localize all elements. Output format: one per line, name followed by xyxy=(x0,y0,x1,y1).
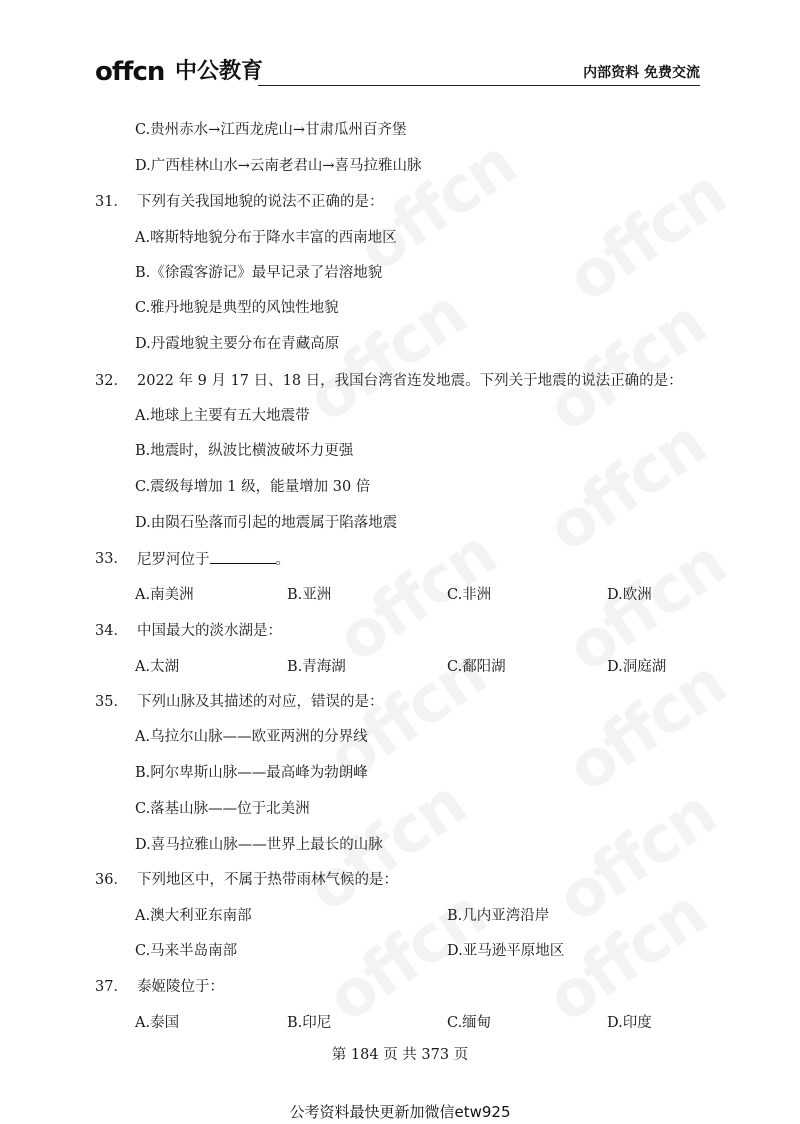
option-b: B.亚洲 xyxy=(287,587,332,603)
option-d: D.喜马拉雅山脉——世界上最长的山脉 xyxy=(135,837,383,853)
stem-text: 尼罗河位于 xyxy=(137,552,210,568)
question-number: 32． xyxy=(95,373,128,389)
watermark xyxy=(554,157,738,317)
option-d: D.亚马逊平原地区 xyxy=(447,943,565,959)
question-number: 31． xyxy=(95,194,128,210)
option-d: D.广西桂林山水→云南老君山→喜马拉雅山脉 xyxy=(135,158,422,174)
option-a: A.澳大利亚东南部 xyxy=(135,908,252,924)
option-c: C.落基山脉——位于北美洲 xyxy=(135,801,310,817)
option-c: C.雅丹地貌是典型的风蚀性地貌 xyxy=(135,300,339,316)
option-b: B.印尼 xyxy=(287,1015,332,1031)
option-b: B.《徐霞客游记》最早记录了岩溶地貌 xyxy=(135,265,383,281)
question-stem: 下列有关我国地貌的说法不正确的是： xyxy=(137,194,384,210)
option-b: B.阿尔卑斯山脉——最高峰为勃朗峰 xyxy=(135,765,368,781)
watermark xyxy=(544,777,728,937)
question-stem: 2022 年 9 月 17 日、18 日，我国台湾省连发地震。下列关于地震的说法正确的是： xyxy=(137,373,683,389)
option-b: B.几内亚湾沿岸 xyxy=(447,908,550,924)
option-c: C.非洲 xyxy=(447,587,492,603)
option-a: A.泰国 xyxy=(135,1015,180,1031)
page-header xyxy=(95,58,700,86)
question-stem xyxy=(137,549,290,570)
option-b: B.地震时，纵波比横波破坏力更强 xyxy=(135,443,354,459)
question-number: 37． xyxy=(95,979,128,995)
answer-blank xyxy=(210,549,276,564)
stem-end: 。 xyxy=(275,552,290,568)
option-c: C.马来半岛南部 xyxy=(135,943,238,959)
option-b: B.青海湖 xyxy=(287,659,346,675)
question-number: 33． xyxy=(95,551,128,567)
question-number: 35． xyxy=(95,694,128,710)
option-a: A.太湖 xyxy=(135,659,180,675)
watermark xyxy=(534,407,718,567)
logo-chinese-name: 中公教育 xyxy=(175,59,264,84)
option-d: D.洞庭湖 xyxy=(607,659,667,675)
question-stem: 泰姬陵位于： xyxy=(137,979,224,995)
question-number: 34． xyxy=(95,623,128,639)
page-number-footer: 第 184 页 共 373 页 xyxy=(331,1047,469,1063)
promo-text: 公考资料最快更新加微信etw925 xyxy=(289,1103,511,1121)
question-stem: 下列山脉及其描述的对应，错误的是： xyxy=(137,694,384,710)
question-stem: 中国最大的淡水湖是： xyxy=(137,623,282,639)
option-d: D.欧洲 xyxy=(607,587,652,603)
option-c: C.震级每增加 1 级，能量增加 30 倍 xyxy=(135,479,371,495)
option-a: A.地球上主要有五大地震带 xyxy=(135,408,310,424)
option-a: A.喀斯特地貌分布于降水丰富的西南地区 xyxy=(135,230,397,246)
option-c: C.缅甸 xyxy=(447,1015,492,1031)
watermark xyxy=(534,287,718,447)
question-number: 36． xyxy=(95,872,128,888)
option-d: D.丹霞地貌主要分布在青藏高原 xyxy=(135,336,340,352)
offcn-logo: offcn xyxy=(95,57,165,87)
option-a: A.南美洲 xyxy=(135,587,194,603)
option-c: C.贵州赤水→江西龙虎山→甘肃瓜州百齐堡 xyxy=(135,122,407,138)
header-right-text: 内部资料 免费交流 xyxy=(583,65,700,81)
header-divider xyxy=(258,85,700,86)
option-a: A.乌拉尔山脉——欧亚两洲的分界线 xyxy=(135,729,368,745)
option-d: D.由陨石坠落而引起的地震属于陷落地震 xyxy=(135,515,398,531)
option-c: C.鄱阳湖 xyxy=(447,659,506,675)
question-stem: 下列地区中，不属于热带雨林气候的是： xyxy=(137,872,398,888)
option-d: D.印度 xyxy=(607,1015,652,1031)
